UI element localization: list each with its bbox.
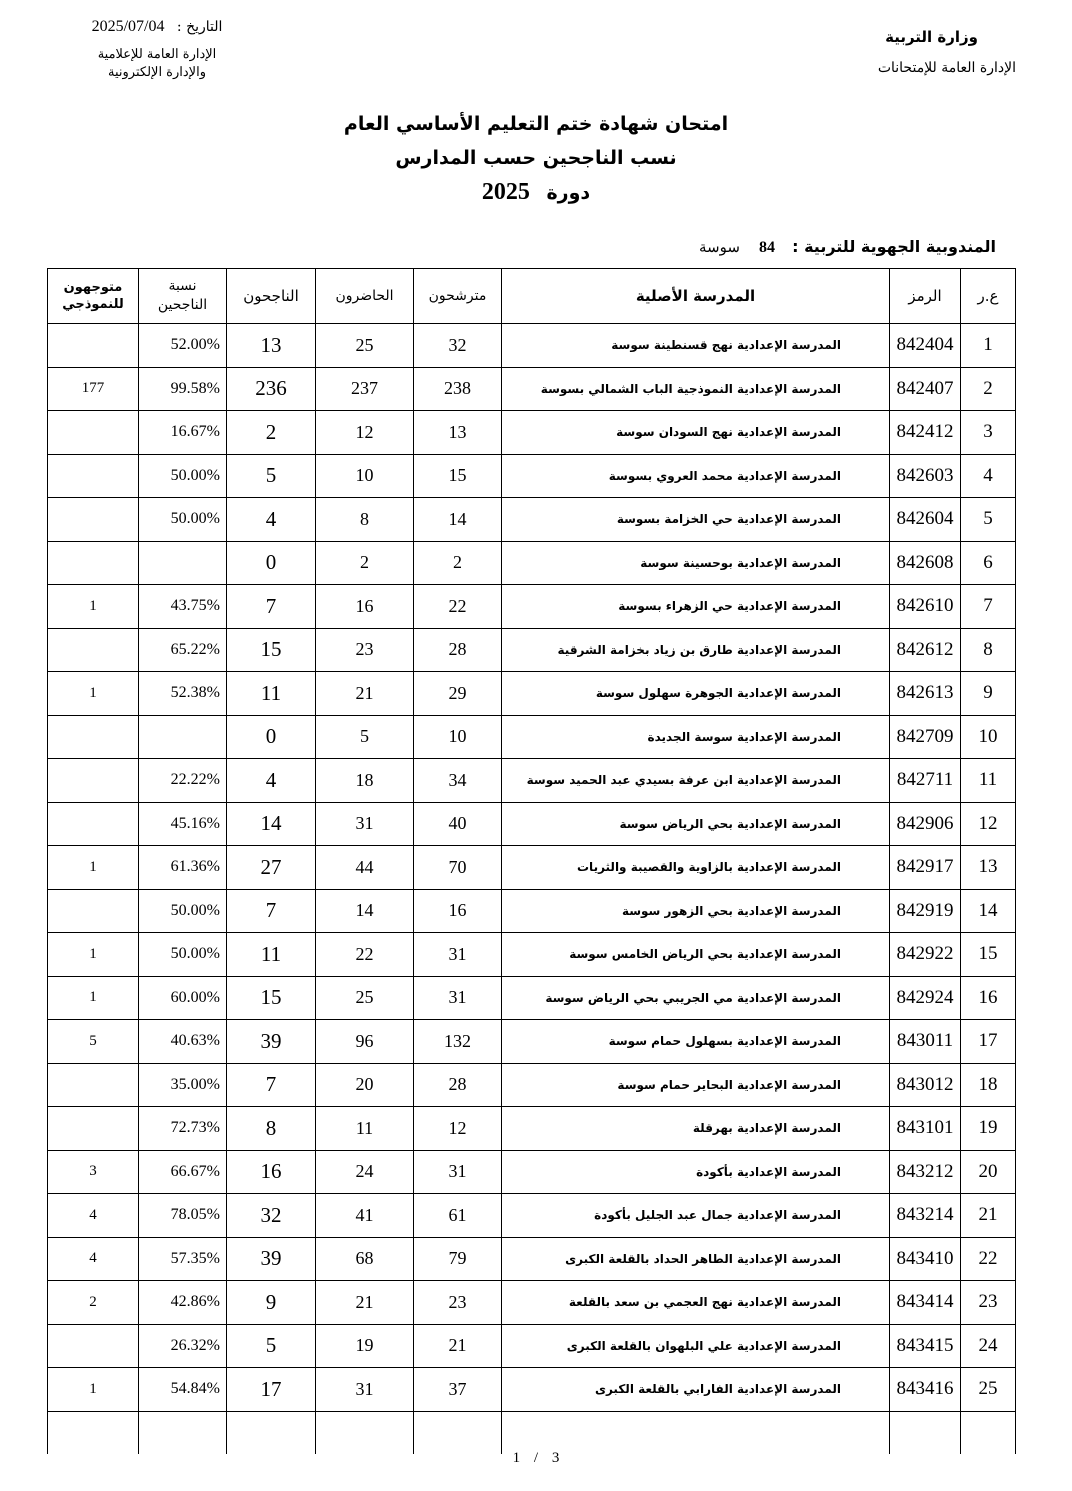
empty-cell	[139, 1411, 227, 1454]
cell-present: 20	[316, 1063, 414, 1107]
empty-cell	[414, 1411, 502, 1454]
cell-rate: 52.00%	[139, 324, 227, 368]
cell-code: 843415	[890, 1324, 961, 1368]
empty-cell	[227, 1411, 316, 1454]
cell-rate	[139, 715, 227, 759]
cell-candidates: 31	[414, 1150, 502, 1194]
cell-index: 10	[961, 715, 1016, 759]
table-row	[48, 498, 1016, 542]
cell-oriented: 177	[48, 367, 139, 411]
cell-passed: 11	[227, 933, 316, 977]
cell-index: 18	[961, 1063, 1016, 1107]
cell-rate: 26.32%	[139, 1324, 227, 1368]
cell-candidates: 16	[414, 889, 502, 933]
table-row	[48, 889, 1016, 933]
table-row	[48, 1368, 1016, 1412]
cell-school: المدرسة الإعدادية بحي الرياض سوسة	[502, 802, 890, 846]
cell-school: المدرسة الإعدادية ابن عرفة بسيدي عبد الحميد سوسة	[502, 759, 890, 803]
table-row	[48, 585, 1016, 629]
cell-passed: 15	[227, 628, 316, 672]
cell-oriented	[48, 802, 139, 846]
cell-school: المدرسة الإعدادية نهج قسنطينة سوسة	[502, 324, 890, 368]
title-session	[0, 175, 1072, 210]
cell-rate: 35.00%	[139, 1063, 227, 1107]
cell-school: المدرسة الإعدادية بهرقلة	[502, 1107, 890, 1151]
cell-present: 96	[316, 1020, 414, 1064]
cell-code: 843214	[890, 1194, 961, 1238]
cell-school: المدرسة الإعدادية محمد العروي بسوسة	[502, 454, 890, 498]
cell-passed: 0	[227, 541, 316, 585]
cell-oriented	[48, 324, 139, 368]
cell-candidates: 14	[414, 498, 502, 542]
cell-code: 843012	[890, 1063, 961, 1107]
cell-passed: 7	[227, 1063, 316, 1107]
cell-code: 842922	[890, 933, 961, 977]
cell-passed: 13	[227, 324, 316, 368]
cell-school: المدرسة الإعدادية نهج السودان سوسة	[502, 411, 890, 455]
cell-index: 20	[961, 1150, 1016, 1194]
table-row	[48, 367, 1016, 411]
issuer-line-2: والإدارة الإلكترونية	[108, 65, 206, 80]
cell-oriented	[48, 889, 139, 933]
cell-index: 23	[961, 1281, 1016, 1325]
cell-passed: 236	[227, 367, 316, 411]
cell-rate: 60.00%	[139, 976, 227, 1020]
cell-code: 842924	[890, 976, 961, 1020]
cell-code: 842711	[890, 759, 961, 803]
cell-passed: 4	[227, 759, 316, 803]
cell-school: المدرسة الإعدادية بحي الزهور سوسة	[502, 889, 890, 933]
table-header-row	[48, 269, 1016, 324]
cell-rate: 42.86%	[139, 1281, 227, 1325]
cell-candidates: 61	[414, 1194, 502, 1238]
region-line	[699, 237, 996, 257]
cell-passed: 8	[227, 1107, 316, 1151]
issuer-header	[82, 18, 232, 82]
cell-rate: 61.36%	[139, 846, 227, 890]
cell-school: المدرسة الإعدادية بسهلول حمام سوسة	[502, 1020, 890, 1064]
cell-school: المدرسة الإعدادية البحاير حمام سوسة	[502, 1063, 890, 1107]
cell-rate: 43.75%	[139, 585, 227, 629]
cell-passed: 4	[227, 498, 316, 542]
cell-passed: 39	[227, 1020, 316, 1064]
title-line-1: امتحان شهادة ختم التعليم الأساسي العام	[343, 113, 729, 135]
cell-candidates: 34	[414, 759, 502, 803]
cell-candidates: 10	[414, 715, 502, 759]
table-row	[48, 759, 1016, 803]
cell-school: المدرسة الإعدادية بوحسينة سوسة	[502, 541, 890, 585]
cell-present: 2	[316, 541, 414, 585]
cell-index: 4	[961, 454, 1016, 498]
cell-oriented	[48, 541, 139, 585]
cell-present: 11	[316, 1107, 414, 1151]
table-row	[48, 1063, 1016, 1107]
region-code: 84	[759, 239, 776, 256]
cell-candidates: 15	[414, 454, 502, 498]
table-row	[48, 628, 1016, 672]
cell-index: 14	[961, 889, 1016, 933]
cell-index: 2	[961, 367, 1016, 411]
cell-rate: 57.35%	[139, 1237, 227, 1281]
cell-index: 16	[961, 976, 1016, 1020]
cell-rate: 78.05%	[139, 1194, 227, 1238]
cell-passed: 39	[227, 1237, 316, 1281]
ministry-header	[878, 28, 1016, 76]
cell-present: 23	[316, 628, 414, 672]
cell-index: 1	[961, 324, 1016, 368]
cell-candidates: 31	[414, 933, 502, 977]
cell-index: 13	[961, 846, 1016, 890]
cell-rate: 50.00%	[139, 498, 227, 542]
cell-present: 237	[316, 367, 414, 411]
cell-passed: 17	[227, 1368, 316, 1412]
cell-oriented	[48, 628, 139, 672]
cell-code: 842608	[890, 541, 961, 585]
cell-present: 31	[316, 802, 414, 846]
col-present: الحاضرون	[316, 269, 414, 324]
cell-candidates: 21	[414, 1324, 502, 1368]
table-row	[48, 1281, 1016, 1325]
cell-passed: 5	[227, 1324, 316, 1368]
session-year: 2025	[481, 179, 530, 205]
cell-passed: 2	[227, 411, 316, 455]
cell-index: 22	[961, 1237, 1016, 1281]
cell-code: 842404	[890, 324, 961, 368]
cell-oriented: 1	[48, 846, 139, 890]
cell-present: 31	[316, 1368, 414, 1412]
page-number	[0, 1450, 1072, 1467]
cell-code: 843416	[890, 1368, 961, 1412]
cell-code: 842610	[890, 585, 961, 629]
cell-oriented: 5	[48, 1020, 139, 1064]
cell-school: المدرسة الإعدادية سوسة الجديدة	[502, 715, 890, 759]
cell-index: 25	[961, 1368, 1016, 1412]
title-line-2: نسب الناجحين حسب المدارس	[395, 147, 677, 169]
cell-present: 14	[316, 889, 414, 933]
cell-index: 9	[961, 672, 1016, 716]
table-row	[48, 541, 1016, 585]
cell-rate: 99.58%	[139, 367, 227, 411]
cell-school: المدرسة الإعدادية نهج العجمي بن سعد بالقلعة	[502, 1281, 890, 1325]
col-oriented: متوجهون للنموذجي	[48, 269, 139, 324]
date-label: التاريخ :	[176, 19, 223, 35]
table-row	[48, 933, 1016, 977]
cell-oriented: 1	[48, 672, 139, 716]
cell-code: 842613	[890, 672, 961, 716]
cell-present: 22	[316, 933, 414, 977]
col-rate: نسبة الناجحين	[139, 269, 227, 324]
cell-index: 6	[961, 541, 1016, 585]
cell-present: 18	[316, 759, 414, 803]
cell-code: 842612	[890, 628, 961, 672]
cell-candidates: 37	[414, 1368, 502, 1412]
table-row	[48, 454, 1016, 498]
cell-rate: 50.00%	[139, 454, 227, 498]
cell-present: 44	[316, 846, 414, 890]
cell-present: 24	[316, 1150, 414, 1194]
page-sep: /	[533, 1450, 539, 1466]
cell-candidates: 238	[414, 367, 502, 411]
cell-code: 842603	[890, 454, 961, 498]
cell-school: المدرسة الإعدادية بأكودة	[502, 1150, 890, 1194]
table-row-continuation	[48, 1411, 1016, 1454]
cell-oriented: 2	[48, 1281, 139, 1325]
region-label: المندوبية الجهوية للتربية :	[792, 237, 996, 256]
cell-code: 843011	[890, 1020, 961, 1064]
cell-oriented	[48, 1324, 139, 1368]
cell-rate: 22.22%	[139, 759, 227, 803]
cell-code: 843410	[890, 1237, 961, 1281]
cell-index: 8	[961, 628, 1016, 672]
cell-present: 68	[316, 1237, 414, 1281]
cell-school: المدرسة الإعدادية مي الجريبي بحي الرياض سوسة	[502, 976, 890, 1020]
table-row	[48, 846, 1016, 890]
cell-candidates: 31	[414, 976, 502, 1020]
cell-oriented: 1	[48, 585, 139, 629]
empty-cell	[961, 1411, 1016, 1454]
session-label: دورة	[546, 182, 591, 204]
cell-present: 19	[316, 1324, 414, 1368]
cell-index: 15	[961, 933, 1016, 977]
cell-index: 12	[961, 802, 1016, 846]
cell-candidates: 79	[414, 1237, 502, 1281]
cell-code: 842917	[890, 846, 961, 890]
cell-school: المدرسة الإعدادية جمال عبد الجليل بأكودة	[502, 1194, 890, 1238]
cell-oriented: 1	[48, 976, 139, 1020]
table-row	[48, 1324, 1016, 1368]
table-row	[48, 1107, 1016, 1151]
cell-code: 842604	[890, 498, 961, 542]
cell-passed: 16	[227, 1150, 316, 1194]
empty-cell	[890, 1411, 961, 1454]
cell-code: 843414	[890, 1281, 961, 1325]
empty-cell	[502, 1411, 890, 1454]
cell-school: المدرسة الإعدادية علي البلهوان بالقلعة الكبرى	[502, 1324, 890, 1368]
date-line	[82, 18, 232, 36]
col-school: المدرسة الأصلية	[502, 269, 890, 324]
cell-school: المدرسة الإعدادية الجوهرة سهلول سوسة	[502, 672, 890, 716]
cell-rate: 52.38%	[139, 672, 227, 716]
document-title	[0, 107, 1072, 210]
department-name: الإدارة العامة للإمتحانات	[877, 60, 1016, 76]
table-row	[48, 324, 1016, 368]
cell-rate: 50.00%	[139, 889, 227, 933]
table-row	[48, 1194, 1016, 1238]
cell-rate	[139, 541, 227, 585]
cell-index: 3	[961, 411, 1016, 455]
cell-present: 41	[316, 1194, 414, 1238]
cell-candidates: 23	[414, 1281, 502, 1325]
cell-index: 21	[961, 1194, 1016, 1238]
table-row	[48, 1020, 1016, 1064]
cell-candidates: 29	[414, 672, 502, 716]
table-row	[48, 411, 1016, 455]
cell-candidates: 22	[414, 585, 502, 629]
cell-oriented: 1	[48, 933, 139, 977]
cell-rate: 65.22%	[139, 628, 227, 672]
cell-passed: 14	[227, 802, 316, 846]
cell-code: 843101	[890, 1107, 961, 1151]
cell-code: 842906	[890, 802, 961, 846]
col-index: ع.ر	[961, 269, 1016, 324]
table-row	[48, 672, 1016, 716]
cell-oriented: 1	[48, 1368, 139, 1412]
cell-rate: 16.67%	[139, 411, 227, 455]
cell-candidates: 132	[414, 1020, 502, 1064]
table-row	[48, 802, 1016, 846]
cell-code: 842709	[890, 715, 961, 759]
cell-present: 25	[316, 324, 414, 368]
cell-oriented	[48, 759, 139, 803]
cell-rate: 72.73%	[139, 1107, 227, 1151]
cell-present: 10	[316, 454, 414, 498]
results-table	[47, 268, 1016, 1454]
issuer-line-1: الإدارة العامة للإعلامية	[97, 47, 217, 62]
cell-candidates: 2	[414, 541, 502, 585]
cell-rate: 54.84%	[139, 1368, 227, 1412]
date-value: 2025/07/04	[91, 18, 165, 35]
cell-school: المدرسة الإعدادية حي الزهراء بسوسة	[502, 585, 890, 629]
cell-oriented	[48, 1063, 139, 1107]
cell-school: المدرسة الإعدادية طارق بن زياد بخزامة الشرقية	[502, 628, 890, 672]
empty-cell	[48, 1411, 139, 1454]
cell-passed: 9	[227, 1281, 316, 1325]
cell-candidates: 70	[414, 846, 502, 890]
cell-oriented	[48, 1107, 139, 1151]
cell-school: المدرسة الإعدادية الطاهر الحداد بالقلعة الكبرى	[502, 1237, 890, 1281]
cell-passed: 11	[227, 672, 316, 716]
cell-candidates: 28	[414, 628, 502, 672]
cell-oriented: 4	[48, 1194, 139, 1238]
cell-school: المدرسة الإعدادية بالزاوية والقصيبة والثريات	[502, 846, 890, 890]
cell-candidates: 13	[414, 411, 502, 455]
cell-school: المدرسة الإعدادية الفارابي بالقلعة الكبرى	[502, 1368, 890, 1412]
table-row	[48, 715, 1016, 759]
cell-code: 842919	[890, 889, 961, 933]
empty-cell	[316, 1411, 414, 1454]
table-row	[48, 1237, 1016, 1281]
col-passed: الناجحون	[227, 269, 316, 324]
page-current: 1	[512, 1450, 521, 1466]
cell-oriented	[48, 454, 139, 498]
cell-code: 843212	[890, 1150, 961, 1194]
cell-oriented: 4	[48, 1237, 139, 1281]
cell-present: 21	[316, 672, 414, 716]
region-name: سوسة	[698, 238, 740, 256]
cell-passed: 7	[227, 585, 316, 629]
cell-index: 11	[961, 759, 1016, 803]
cell-passed: 0	[227, 715, 316, 759]
cell-index: 5	[961, 498, 1016, 542]
cell-school: المدرسة الإعدادية بحي الرياض الخامس سوسة	[502, 933, 890, 977]
cell-index: 19	[961, 1107, 1016, 1151]
table-row	[48, 976, 1016, 1020]
cell-code: 842407	[890, 367, 961, 411]
cell-candidates: 40	[414, 802, 502, 846]
cell-oriented	[48, 498, 139, 542]
cell-rate: 50.00%	[139, 933, 227, 977]
cell-oriented: 3	[48, 1150, 139, 1194]
cell-code: 842412	[890, 411, 961, 455]
cell-candidates: 32	[414, 324, 502, 368]
cell-candidates: 28	[414, 1063, 502, 1107]
cell-passed: 32	[227, 1194, 316, 1238]
cell-present: 16	[316, 585, 414, 629]
table-row	[48, 1150, 1016, 1194]
cell-passed: 27	[227, 846, 316, 890]
cell-present: 21	[316, 1281, 414, 1325]
cell-school: المدرسة الإعدادية النموذجية الباب الشمالي بسوسة	[502, 367, 890, 411]
cell-index: 24	[961, 1324, 1016, 1368]
col-candidates: مترشحون	[414, 269, 502, 324]
col-code: الرمز	[890, 269, 961, 324]
cell-passed: 15	[227, 976, 316, 1020]
cell-present: 12	[316, 411, 414, 455]
cell-present: 8	[316, 498, 414, 542]
cell-school: المدرسة الإعدادية حي الخزامة بسوسة	[502, 498, 890, 542]
cell-oriented	[48, 411, 139, 455]
ministry-name: وزارة التربية	[885, 28, 978, 46]
cell-present: 25	[316, 976, 414, 1020]
page-total: 3	[551, 1450, 560, 1466]
cell-rate: 45.16%	[139, 802, 227, 846]
cell-oriented	[48, 715, 139, 759]
cell-rate: 40.63%	[139, 1020, 227, 1064]
cell-present: 5	[316, 715, 414, 759]
cell-rate: 66.67%	[139, 1150, 227, 1194]
cell-passed: 5	[227, 454, 316, 498]
cell-index: 17	[961, 1020, 1016, 1064]
cell-index: 7	[961, 585, 1016, 629]
cell-passed: 7	[227, 889, 316, 933]
cell-candidates: 12	[414, 1107, 502, 1151]
